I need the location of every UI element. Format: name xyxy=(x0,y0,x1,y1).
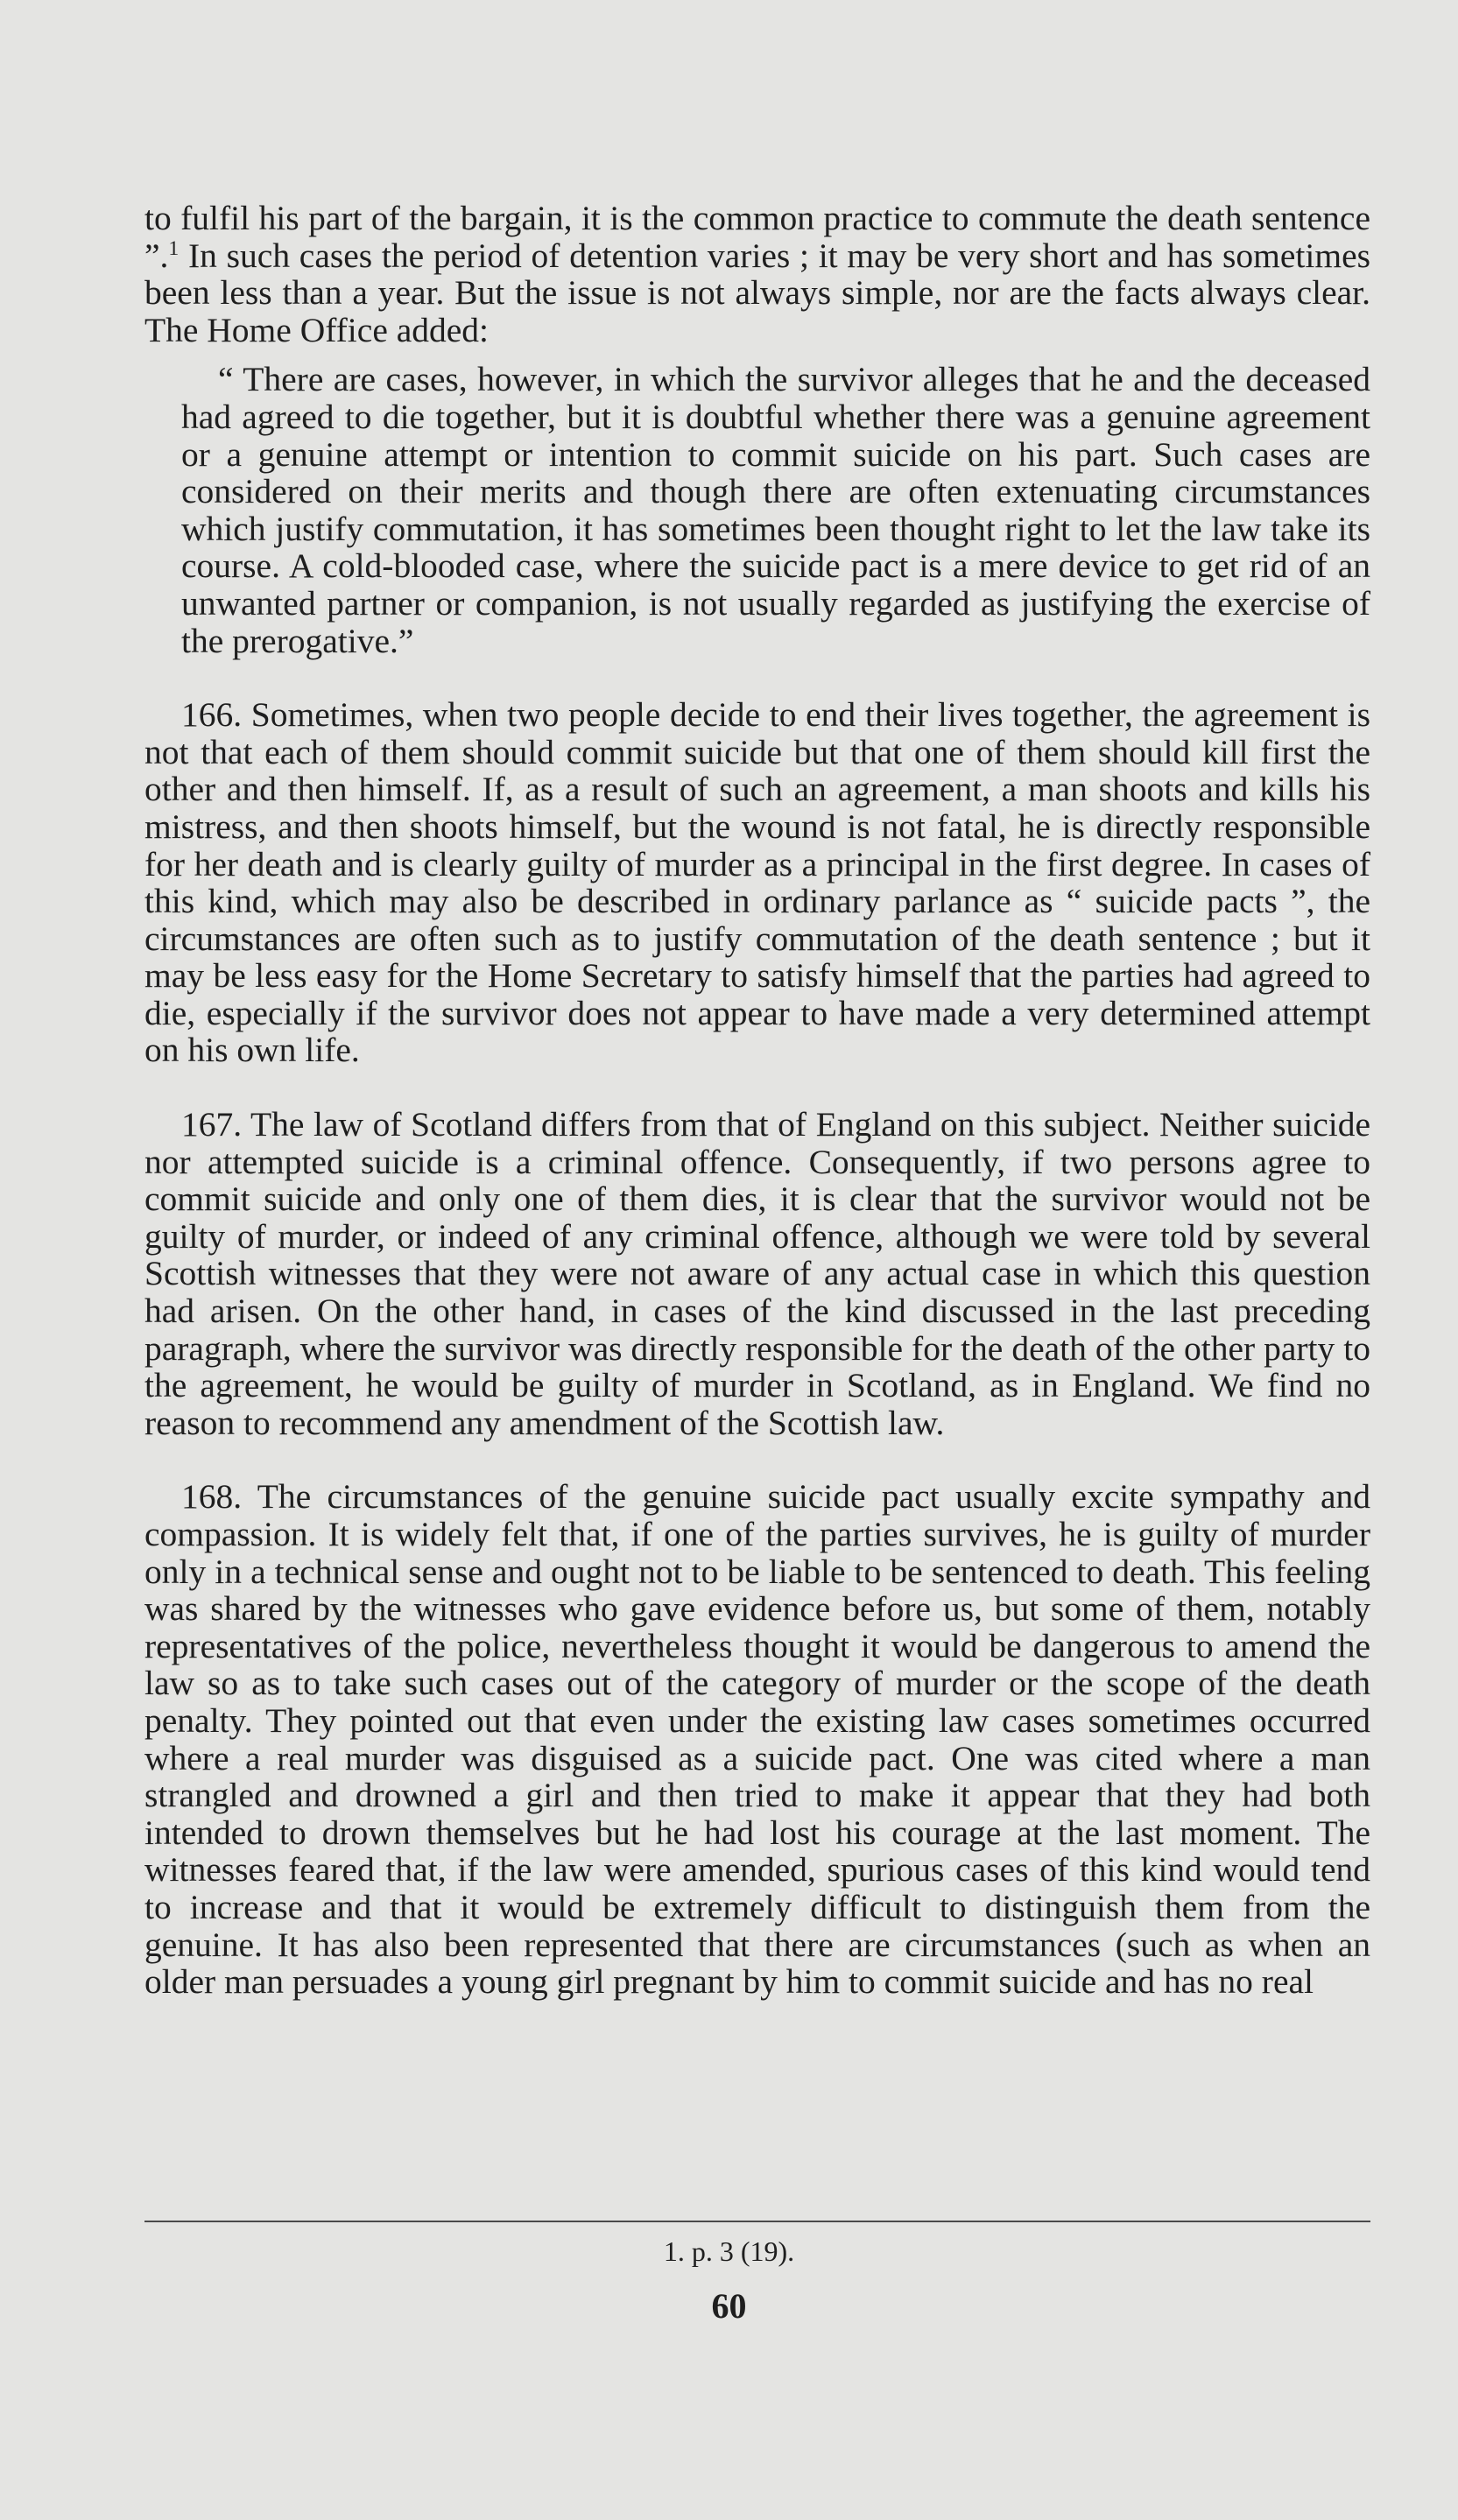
page-number: 60 xyxy=(711,2286,747,2326)
paragraph-168 xyxy=(144,1478,1370,2000)
footnote-divider xyxy=(144,2221,1370,2222)
paragraph-number: 166. xyxy=(181,695,243,735)
paragraph-166 xyxy=(144,696,1370,1069)
continuation-paragraph xyxy=(144,200,1370,348)
footnote-marker: 1 xyxy=(168,236,180,260)
paragraph-text: The circumstances of the genuine suicide pact usually excite sympathy and compassion. It is widely felt that, if one of the parties survives, he is guilty of murder only in a technical sense and ought not to be liable to be sentenced to death. This feeling was shared by the witnesses who gave evidence before us, but some of them, notably representatives of the police, nevertheless thought it would be dangerous to amend the law so as to take such cases out of the category of murder or the scope of the death penalty. They pointed out that even under the existing law cases sometimes occurred where a real murder was disguised as a suicide pact. One was cited where a man strangled and drowned a girl and then tried to make it appear that they had both intended to drown themselves but he had lost his courage at the last moment. The witnesses feared that, if the law were amended, spurious cases of this kind would tend to increase and that it would be extremely difficult to distinguish them from the genuine. It has also been represented that there are circumstances (such as when an older man persuades a young girl pregnant by him to commit suicide and has no real xyxy=(144,1477,1370,2002)
home-office-quotation: “ There are cases, however, in which the survivor alleges that he and the deceased had agreed to die together, but it is doubtful whether there was a genuine agreement or a genuine attempt or intention to commit suicide on his part. Such cases are considered on their merits and though there are often extenuating circumstances which justify commutation, it has sometimes been thought right to let the law take its course. A cold-blooded case, where the suicide pact is a mere device to get rid of an unwanted partner or companion, is not usually regarded as justifying the exercise of the prerogative.” xyxy=(181,360,1370,660)
paragraph-167 xyxy=(144,1106,1370,1441)
continuation-text-before-note: to fulfil his part of the bargain, it is the common practice to commute the death sentence ”. xyxy=(144,199,1370,275)
paragraph-number: 168. xyxy=(181,1477,243,1517)
paragraph-text: The law of Scotland differs from that of England on this subject. Neither suicide nor attempted suicide is a criminal offence. Consequently, if two persons agree to commit suicide and only one of them dies, it is clear that the survivor would not be guilty of murder, or indeed of any criminal offence, although we were told by several Scottish witnesses that they were not aware of any actual case in which this question had arisen. On the other hand, in cases of the kind discussed in the last preceding paragraph, where the survivor was directly responsible for the death of the other party to the agreement, he would be guilty of murder in Scotland, as in England. We find no reason to recommend any amendment of the Scottish law. xyxy=(144,1105,1370,1442)
continuation-text-after-note: In such cases the period of detention varies ; it may be very short and has sometimes been less than a year. But the issue is not always simple, nor are the facts always clear. The Home Office added: xyxy=(144,236,1370,349)
page-body xyxy=(144,200,1370,2001)
footnote: 1. p. 3 (19). xyxy=(663,2235,795,2267)
paragraph-text: Sometimes, when two people decide to end their lives together, the agreement is not that each of them should commit suicide but that one of them should kill first the other and then himself. If, as a result of such an agreement, a man shoots and kills his mistress, and then shoots himself, but the wound is not fatal, he is directly responsible for her death and is clearly guilty of murder as a principal in the first degree. In cases of this kind, which may also be described in ordinary parlance as “ suicide pacts ”, the circumstances are often such as to justify commutation of the death sentence ; but it may be less easy for the Home Secretary to satisfy himself that the parties had agreed to die, especially if the survivor does not appear to have made a very determined attempt on his own life. xyxy=(144,695,1370,1070)
paragraph-number: 167. xyxy=(181,1105,243,1144)
